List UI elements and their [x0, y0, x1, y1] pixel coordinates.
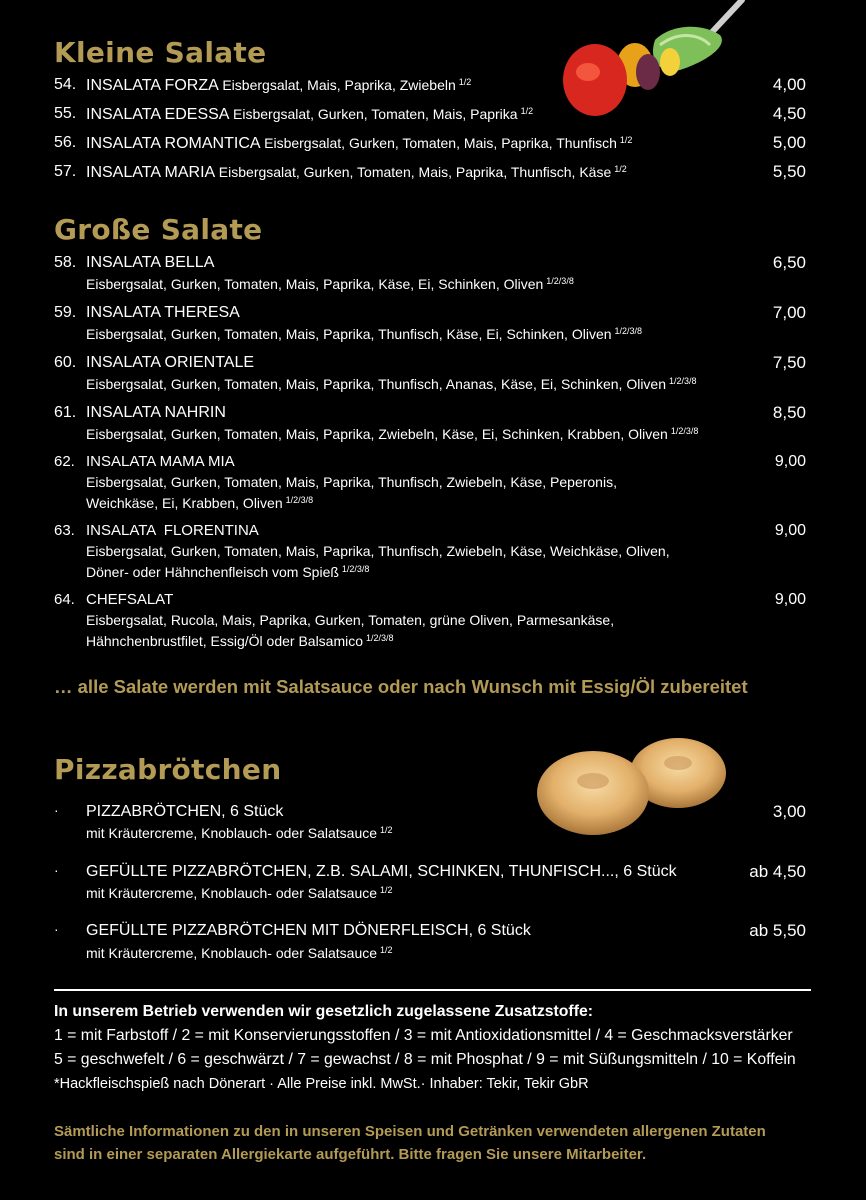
- item-price: 9,00: [774, 591, 806, 608]
- item-number: 60.: [54, 354, 77, 371]
- salad-fork-image: [560, 0, 750, 125]
- item-number: 56.: [54, 134, 77, 151]
- item-additives: 1/2/3/8: [546, 276, 574, 286]
- item-additives: 1/2: [380, 945, 393, 955]
- bullet-point: ·: [54, 862, 59, 878]
- item-price: 3,00: [772, 802, 806, 821]
- item-name: INSALATA MARIA: [86, 164, 215, 181]
- item-description: mit Kräutercreme, Knoblauch- oder Salatsauce $^{1/2}$: [86, 945, 393, 961]
- item-description: Eisbergsalat, Gurken, Tomaten, Mais, Paprika, Käse, Ei, Schinken, Oliven $^{1/2/3/8}$: [86, 276, 574, 292]
- item-additives: 1/2/3/8: [669, 376, 697, 386]
- allergy-info-line: Sämtliche Informationen zu den in unseren Speisen und Getränken verwendeten allergenen Zutaten: [54, 1123, 766, 1140]
- item-description: Weichkäse, Ei, Krabben, Oliven $^{1/2/3/8}$: [86, 495, 314, 511]
- item-price: 6,50: [772, 253, 806, 272]
- item-description: Eisbergsalat, Gurken, Tomaten, Mais, Paprika, Thunfisch, Zwiebeln, Käse, Peperonis,: [86, 474, 617, 490]
- pizza-rolls-image: [535, 733, 730, 838]
- additives-title: In unserem Betrieb verwenden wir gesetzlich zugelassene Zusatzstoffe:: [54, 1003, 593, 1020]
- item-additives: 1/2/3/8: [366, 633, 394, 643]
- item-number: 57.: [54, 163, 77, 180]
- item-name: INSALATA NAHRIN: [86, 404, 226, 421]
- item-additives: 1/2/3/8: [341, 564, 370, 574]
- item-description: Eisbergsalat, Gurken, Tomaten, Mais, Paprika, Zwiebeln, Käse, Ei, Schinken, Krabben, Oliven $^{1/2/3/8}$: [86, 426, 699, 442]
- item-description: Eisbergsalat, Rucola, Mais, Paprika, Gurken, Tomaten, grüne Oliven, Parmesankäse,: [86, 612, 615, 628]
- item-description: mit Kräutercreme, Knoblauch- oder Salatsauce $^{1/2}$: [86, 825, 393, 841]
- additives-legend-line: 5 = geschwefelt / 6 = geschwärzt / 7 = gewachst / 8 = mit Phosphat / 9 = mit Süßungsmitteln / 10 = Koffein: [54, 1051, 796, 1068]
- item-name: INSALATA FLORENTINA: [86, 522, 259, 539]
- item-description: Döner- oder Hähnchenfleisch vom Spieß $^{1/2/3/8}$: [86, 564, 370, 580]
- item-number: 63.: [54, 522, 75, 539]
- item-description: Eisbergsalat, Gurken, Tomaten, Mais, Paprika: [233, 106, 518, 122]
- salad-dressing-note: … alle Salate werden mit Salatsauce oder nach Wunsch mit Essig/Öl zubereitet: [54, 676, 748, 697]
- item-number: 59.: [54, 304, 77, 321]
- allergy-info-line: sind in einer separaten Allergiekarte aufgeführt. Bitte fragen Sie unsere Mitarbeiter.: [54, 1146, 647, 1163]
- additives-legend-line: 1 = mit Farbstoff / 2 = mit Konservierungsstoffen / 3 = mit Antioxidationsmittel / 4 = Geschmacksverstärker: [54, 1027, 793, 1044]
- item-name: INSALATA THERESA: [86, 304, 240, 321]
- item-additives: 1/2/3/8: [614, 326, 643, 336]
- item-number: 61.: [54, 404, 77, 421]
- footer-note: *Hackfleischspieß nach Dönerart · Alle Preise inkl. MwSt.· Inhaber: Tekir, Tekir GbR: [54, 1076, 589, 1092]
- item-number: 62.: [54, 453, 75, 470]
- item-additives: 1/2: [614, 164, 627, 174]
- item-name: INSALATA MAMA MIA: [86, 453, 235, 470]
- item-name: CHEFSALAT: [86, 591, 174, 608]
- item-name: GEFÜLLTE PIZZABRÖTCHEN, Z.B. SALAMI, SCHINKEN, THUNFISCH..., 6 Stück: [86, 863, 677, 880]
- item-number: 64.: [54, 591, 75, 608]
- item-price: 7,00: [772, 303, 806, 322]
- item-price: 9,00: [774, 453, 806, 470]
- item-name: GEFÜLLTE PIZZABRÖTCHEN MIT DÖNERFLEISCH, 6 Stück: [86, 922, 531, 939]
- bullet-point: ·: [54, 921, 59, 937]
- item-price: 5,50: [772, 162, 806, 181]
- item-price: 8,50: [772, 403, 806, 422]
- item-additives: 1/2: [380, 885, 393, 895]
- item-additives: 1/2/3/8: [285, 495, 314, 505]
- item-description: Eisbergsalat, Mais, Paprika, Zwiebeln: [222, 77, 456, 93]
- item-price: 7,50: [772, 353, 806, 372]
- item-price: ab 4,50: [749, 862, 806, 881]
- item-description: Eisbergsalat, Gurken, Tomaten, Mais, Paprika, Thunfisch, Zwiebeln, Käse, Weichkäse, Oliven,: [86, 543, 670, 559]
- bullet-point: ·: [54, 802, 59, 818]
- item-price: 4,50: [772, 104, 806, 123]
- item-description: Eisbergsalat, Gurken, Tomaten, Mais, Paprika, Thunfisch, Ananas, Käse, Ei, Schinken, Oliven $^{1/2/3/8}$: [86, 376, 697, 392]
- item-price: 4,00: [772, 75, 806, 94]
- item-price: 5,00: [772, 133, 806, 152]
- section-heading-pizza-rolls: Pizzabrötchen: [54, 753, 282, 786]
- section-heading-small-salads: Kleine Salate: [54, 36, 267, 69]
- item-additives: 1/2: [520, 106, 534, 116]
- item-description: Eisbergsalat, Gurken, Tomaten, Mais, Paprika, Thunfisch: [264, 135, 617, 151]
- section-heading-large-salads: Große Salate: [54, 213, 263, 246]
- item-name: INSALATA ROMANTICA: [86, 135, 260, 152]
- item-name: INSALATA ORIENTALE: [86, 354, 255, 371]
- item-name: INSALATA EDESSA: [86, 106, 229, 123]
- item-description: Eisbergsalat, Gurken, Tomaten, Mais, Paprika, Thunfisch, Käse, Ei, Schinken, Oliven $^{1/2/3/8}$: [86, 326, 643, 342]
- item-description: mit Kräutercreme, Knoblauch- oder Salatsauce $^{1/2}$: [86, 885, 393, 901]
- item-additives: 1/2: [619, 135, 633, 145]
- item-additives: 1/2/3/8: [670, 426, 699, 436]
- item-name: INSALATA BELLA: [86, 254, 215, 271]
- item-number: 58.: [54, 254, 77, 271]
- item-price: 9,00: [774, 522, 806, 539]
- item-additives: 1/2: [458, 77, 472, 87]
- item-number: 55.: [54, 105, 77, 122]
- item-number: 54.: [54, 76, 77, 93]
- item-name: PIZZABRÖTCHEN, 6 Stück: [86, 803, 284, 820]
- item-price: ab 5,50: [749, 921, 806, 940]
- item-description: Hähnchenbrustfilet, Essig/Öl oder Balsamico $^{1/2/3/8}$: [86, 633, 394, 649]
- item-additives: 1/2: [380, 825, 393, 835]
- divider: [54, 989, 811, 991]
- item-name: INSALATA FORZA: [86, 77, 218, 94]
- item-description: Eisbergsalat, Gurken, Tomaten, Mais, Paprika, Thunfisch, Käse: [218, 164, 612, 180]
